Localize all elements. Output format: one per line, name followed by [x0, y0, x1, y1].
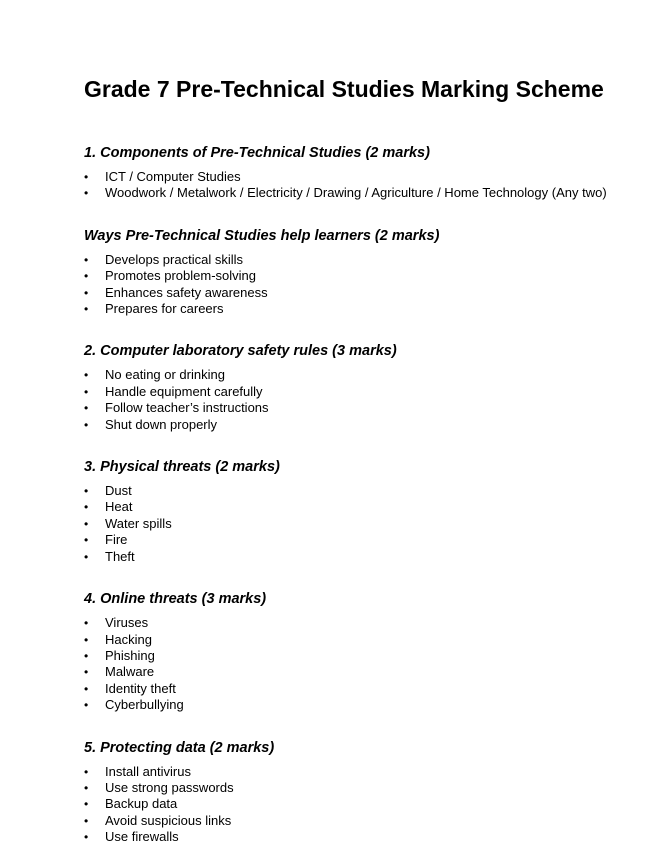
section-physical-threats: [84, 459, 614, 565]
bullet-icon: •: [84, 780, 89, 795]
list-item-text: Handle equipment carefully: [105, 383, 263, 399]
list-item: [84, 681, 614, 697]
bullet-icon: •: [84, 252, 89, 267]
bullet-icon: •: [84, 698, 89, 713]
bullet-icon: •: [84, 302, 89, 317]
list-item: [84, 796, 614, 812]
bullet-icon: •: [84, 170, 89, 184]
section-online-threats: [84, 591, 614, 713]
bullet-icon: •: [84, 285, 89, 300]
list-item-text: No eating or drinking: [105, 367, 225, 383]
list-item: [84, 185, 614, 201]
bullet-icon: •: [84, 681, 89, 696]
bullet-icon: •: [84, 384, 89, 399]
bullet-icon: •: [84, 186, 89, 201]
list-item: [84, 516, 614, 532]
list-item: [84, 499, 614, 515]
bullet-icon: •: [84, 269, 89, 284]
list-item-text: Enhances safety awareness: [105, 284, 268, 300]
list-item: [84, 169, 614, 185]
list-item: [84, 301, 614, 317]
bullet-icon: •: [84, 648, 89, 663]
bullet-icon: •: [84, 616, 89, 631]
list-item: [84, 664, 614, 680]
list-item-text: Woodwork / Metalwork / Electricity / Drawing / Agriculture / Home Technology (Any two): [105, 185, 607, 201]
section-heading: 1. Components of Pre-Technical Studies (2 marks): [84, 145, 430, 161]
list-item-text: Shut down properly: [105, 416, 218, 432]
bullet-list: [84, 367, 614, 433]
list-item: [84, 829, 614, 845]
bullet-icon: •: [84, 665, 89, 680]
list-item: [84, 780, 614, 796]
list-item: [84, 532, 614, 548]
section-heading: 4. Online threats (3 marks): [84, 591, 267, 608]
bullet-icon: •: [84, 500, 89, 515]
list-item: [84, 697, 614, 713]
bullet-icon: •: [84, 533, 89, 548]
list-item-text: Avoid suspicious links: [105, 812, 232, 828]
list-item: [84, 285, 614, 301]
list-item: [84, 648, 614, 664]
bullet-list: [84, 169, 614, 202]
list-item: [84, 632, 614, 648]
bullet-icon: •: [84, 484, 89, 499]
list-item-text: Theft: [105, 548, 135, 564]
list-item: [84, 400, 614, 416]
list-item-text: Heat: [105, 499, 133, 515]
list-item-text: Viruses: [105, 615, 149, 631]
list-item-text: Use firewalls: [105, 829, 179, 845]
list-item: [84, 417, 614, 433]
list-item-text: Prepares for careers: [105, 301, 224, 317]
bullet-icon: •: [84, 813, 89, 828]
list-item-text: Fire: [105, 532, 128, 548]
list-item: [84, 367, 614, 383]
section-protecting-data: [84, 740, 614, 846]
section-heading: 3. Physical threats (2 marks): [84, 459, 280, 476]
bullet-icon: •: [84, 549, 89, 564]
list-item-text: Promotes problem-solving: [105, 268, 257, 284]
list-item: [84, 813, 614, 829]
list-item-text: Follow teacher’s instructions: [105, 400, 269, 416]
bullet-list: [84, 252, 614, 318]
list-item: [84, 252, 614, 268]
section-heading: Ways Pre-Technical Studies help learners (2 marks): [84, 227, 440, 244]
list-item-text: ICT / Computer Studies: [105, 169, 241, 184]
list-item-text: Cyberbullying: [105, 697, 184, 713]
bullet-list: [84, 483, 614, 565]
list-item-text: Install antivirus: [105, 763, 191, 779]
section-heading: 2. Computer laboratory safety rules (3 marks): [84, 343, 397, 360]
bullet-icon: •: [84, 797, 89, 812]
list-item: [84, 268, 614, 284]
bullet-icon: •: [84, 632, 89, 647]
list-item-text: Malware: [105, 664, 155, 680]
list-item-text: Use strong passwords: [105, 779, 234, 795]
bullet-icon: •: [84, 830, 89, 845]
section-lab-safety-rules: [84, 343, 614, 433]
bullet-icon: •: [84, 401, 89, 416]
bullet-icon: •: [84, 417, 89, 432]
section-ways-help-learners: [84, 228, 614, 318]
list-item-text: Develops practical skills: [105, 251, 243, 267]
section-components: [84, 145, 614, 202]
list-item: [84, 615, 614, 631]
list-item: [84, 764, 614, 780]
bullet-icon: •: [84, 368, 89, 383]
list-item-text: Water spills: [105, 515, 172, 531]
list-item-text: Backup data: [105, 796, 178, 812]
bullet-icon: •: [84, 764, 89, 779]
list-item-text: Hacking: [105, 631, 152, 647]
bullet-list: [84, 764, 614, 846]
list-item-text: Identity theft: [105, 680, 176, 696]
section-heading: 5. Protecting data (2 marks): [84, 739, 275, 756]
list-item-text: Dust: [105, 483, 132, 499]
bullet-icon: •: [84, 516, 89, 531]
list-item-text: Phishing: [105, 647, 155, 663]
list-item: [84, 384, 614, 400]
bullet-list: [84, 615, 614, 713]
page-title: Grade 7 Pre-Technical Studies Marking Scheme: [84, 76, 604, 102]
list-item: [84, 483, 614, 499]
list-item: [84, 549, 614, 565]
